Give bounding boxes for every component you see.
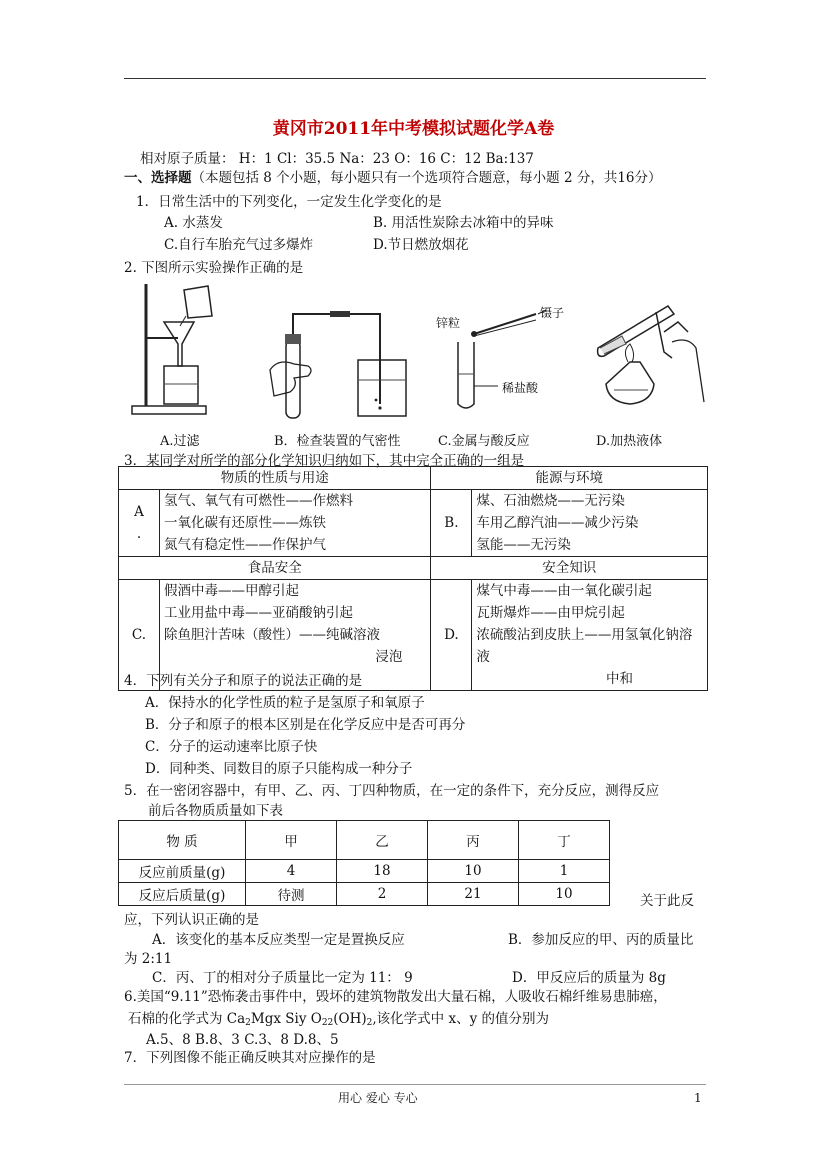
- q5-header-jia: 甲: [246, 821, 337, 860]
- q3-d-line3: 浓硫酸沾到皮肤上——用氢氧化钠溶液: [476, 627, 693, 665]
- q3-header-b: 能源与环境: [431, 467, 708, 490]
- q4-option-b: B．分子和原子的根本区别是在化学反应中是否可再分: [145, 717, 466, 733]
- q5-row1-bing: 10: [428, 860, 519, 883]
- q3-b-line1: 煤、石油燃烧——无污染: [476, 493, 625, 509]
- q5-option-a: A．该变化的基本反应类型一定是置换反应: [152, 932, 405, 948]
- q3-cell-d: [472, 580, 708, 691]
- q5-header-yi: 乙: [337, 821, 428, 860]
- q3-letter-d: D.: [431, 580, 472, 691]
- q5-row1-yi: 18: [337, 860, 428, 883]
- filtration-figure: [128, 280, 228, 420]
- q1-stem: 1．日常生活中的下列变化，一定发生化学变化的是: [136, 194, 442, 210]
- q5-header-substance: 物 质: [119, 821, 246, 860]
- q6-stem-line1: 6.美国“9.11”恐怖袭击事件中，毁坏的建筑物散发出大量石棉，人吸收石棉纤维易患肺癌，: [124, 989, 667, 1005]
- q5-after-table: 关于此反: [640, 893, 694, 909]
- q3-header-c: 食品安全: [119, 557, 431, 580]
- q5-table: [118, 820, 610, 906]
- q3-letter-a: A .: [119, 490, 160, 557]
- q5-stem-line2: 前后各物质质量如下表: [148, 803, 283, 819]
- q2-caption-b: B．检查装置的气密性: [274, 434, 401, 449]
- q5-option-b: B．参加反应的甲、丙的质量比: [508, 932, 694, 948]
- q5-row1-label: 反应前质量(g): [119, 860, 246, 883]
- q5-row2-yi: 2: [337, 883, 428, 906]
- q3-d-line4: 中和: [606, 671, 633, 687]
- q5-stem-line1: 5．在一密闭容器中，有甲、乙、丙、丁四种物质，在一定的条件下，充分反应，测得反应: [124, 783, 660, 799]
- q3-cell-b: [472, 490, 708, 557]
- q4-option-a: A．保持水的化学性质的粒子是氢原子和氧原子: [145, 695, 425, 711]
- section-heading: [124, 166, 662, 186]
- q2-caption-a: A.过滤: [160, 434, 200, 449]
- airtightness-figure: [268, 300, 418, 425]
- q5-row2-ding: 10: [519, 883, 610, 906]
- q3-b-line2: 车用乙醇汽油——减少污染: [476, 515, 639, 531]
- q5-header-bing: 丙: [428, 821, 519, 860]
- label-acid: 稀盐酸: [502, 381, 539, 395]
- q3-b-line3: 氢能——无污染: [476, 537, 571, 553]
- q3-stem: 3．某同学对所学的部分化学知识归纳如下，其中完全正确的一组是: [124, 453, 525, 469]
- q3-c-line4: 浸泡: [375, 649, 403, 665]
- q3-letter-b: B.: [431, 490, 472, 557]
- atomic-mass-line: 相对原子质量： H：1 Cl：35.5 Na：23 O：16 C：12 Ba:137: [140, 151, 534, 167]
- q1-option-a: A. 水蒸发: [164, 215, 223, 231]
- q3-header-d: 安全知识: [431, 557, 708, 580]
- section-desc: （本题包括 8 个小题，每小题只有一个选项符合题意，每小题 2 分，共16分）: [191, 170, 662, 186]
- label-tweezers: 镊子: [540, 306, 565, 320]
- header-rule: [124, 78, 706, 79]
- q4-option-d: D．同种类、同数目的原子只能构成一种分子: [145, 761, 413, 777]
- q3-c-line2: 工业用盐中毒——亚硝酸钠引起: [164, 605, 353, 621]
- q6-options: A.5、8 B.8、3 C.3、8 D.8、5: [146, 1032, 339, 1048]
- q2-caption-c: C.金属与酸反应: [438, 434, 530, 449]
- q5-row2-label: 反应后质量(g): [119, 883, 246, 906]
- table-row: [119, 860, 610, 883]
- page-title: 黄冈市2011年中考模拟试题化学A卷: [272, 119, 555, 139]
- q2-stem: 2. 下图所示实验操作正确的是: [124, 260, 304, 276]
- q4-stem: 4．下列有关分子和原子的说法正确的是: [124, 673, 363, 689]
- footer-rule: [124, 1084, 706, 1085]
- q5-row1-jia: 4: [246, 860, 337, 883]
- q5-option-d: D．甲反应后的质量为 8g: [512, 970, 666, 986]
- page-number: 1: [694, 1091, 702, 1105]
- q5-row2-jia: 待测: [246, 883, 337, 906]
- q2-caption-d: D.加热液体: [596, 434, 663, 449]
- q4-option-c: C．分子的运动速率比原子快: [145, 739, 318, 755]
- q5-row1-ding: 1: [519, 860, 610, 883]
- q5-option-c: C．丙、丁的相对分子质量比一定为 11： 9: [152, 970, 413, 986]
- q3-cell-a: [160, 490, 431, 557]
- q3-a-line3: 氮气有稳定性——作保护气: [164, 537, 326, 553]
- q3-a-line2: 一氧化碳有还原性——炼铁: [164, 515, 326, 531]
- q3-letter-c: C.: [119, 580, 160, 691]
- q3-header-a: 物质的性质与用途: [119, 467, 431, 490]
- q5-option-b-cont: 为 2:11: [124, 951, 173, 967]
- q5-row2-bing: 21: [428, 883, 519, 906]
- q3-table: [118, 466, 708, 691]
- footer-motto: 用心 爱心 专心: [338, 1091, 418, 1105]
- label-zinc: 锌粒: [436, 316, 461, 330]
- q3-d-line2: 瓦斯爆炸——由甲烷引起: [476, 605, 625, 621]
- q1-option-c: C.自行车胎充气过多爆炸: [164, 237, 314, 253]
- q7-stem: 7．下列图像不能正确反映其对应操作的是: [124, 1050, 376, 1066]
- q1-option-d: D.节日燃放烟花: [373, 237, 469, 253]
- q5-after-table-line2: 应，下列认识正确的是: [124, 912, 259, 928]
- q3-d-line1: 煤气中毒——由一氧化碳引起: [476, 583, 652, 599]
- q3-a-line1: 氢气、氧气有可燃性——作燃料: [164, 493, 353, 509]
- q5-header-ding: 丁: [519, 821, 610, 860]
- q6-stem-line2: 石棉的化学式为 $Ca_2Mgx$ Siy $O_{22}(OH)_2$,该化学式中 x、y 的值分别为: [128, 1011, 550, 1028]
- heating-figure: [592, 292, 717, 420]
- section-label: 一、选择题: [124, 170, 192, 186]
- q1-option-b: B. 用活性炭除去冰箱中的异味: [373, 215, 554, 231]
- q3-c-line3: 除鱼胆汁苦味（酸性）——纯碱溶液: [164, 627, 380, 643]
- q3-c-line1: 假酒中毒——甲醇引起: [164, 583, 299, 599]
- table-row: [119, 883, 610, 906]
